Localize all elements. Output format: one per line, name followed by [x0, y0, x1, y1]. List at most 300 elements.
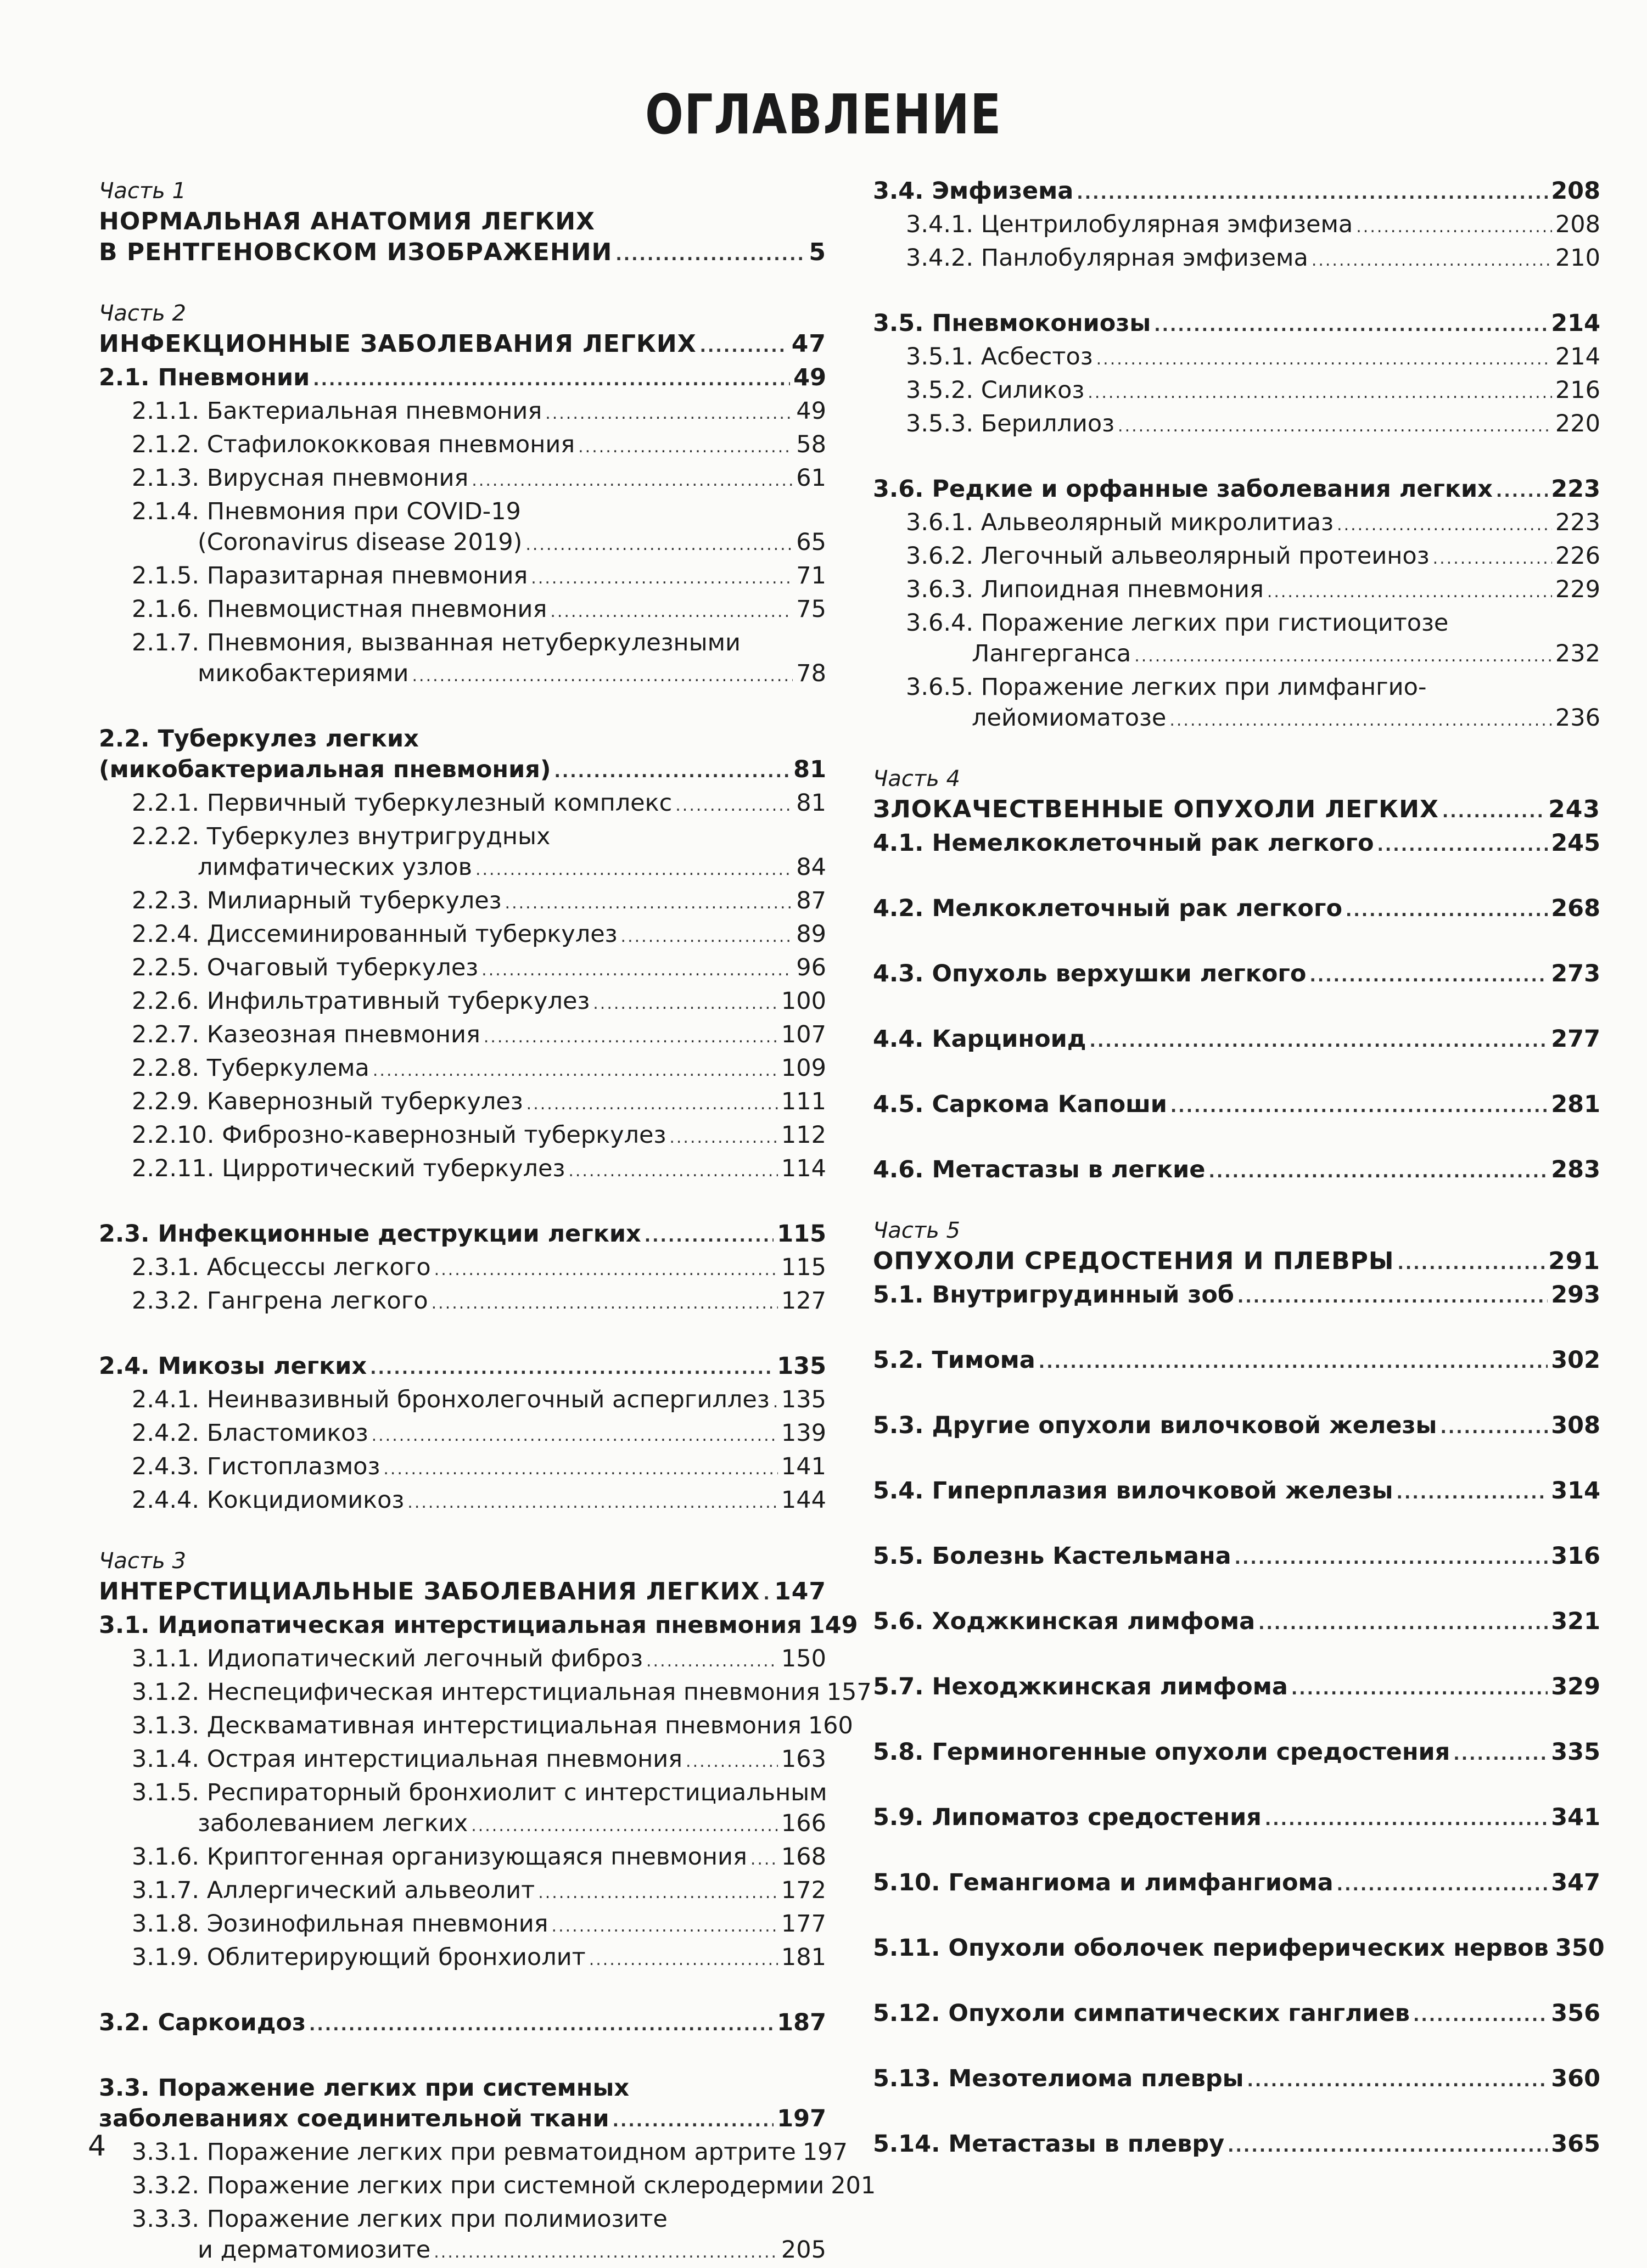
dot-leader [1433, 543, 1552, 574]
dot-leader [1377, 830, 1548, 861]
entry-title: (Coronavirus disease 2019) [198, 529, 523, 556]
dot-leader [1077, 178, 1548, 209]
toc-section-entry[interactable] [873, 1933, 1605, 1966]
entry-page-number: 229 [1555, 576, 1600, 603]
dot-leader [1442, 797, 1545, 828]
part-label: Часть 5 [873, 1218, 960, 1243]
toc-subsection-entry[interactable] [99, 1384, 826, 1418]
entry-title: 2.2.7. Казеозная пневмония [132, 1021, 480, 1048]
entry-title: 3.3. Поражение легких при системных [99, 2074, 630, 2102]
toc-subsection-entry[interactable] [873, 375, 1600, 408]
entry-page-number: 157 [826, 1678, 872, 1706]
entry-title: ОПУХОЛИ СРЕДОСТЕНИЯ И ПЛЕВРЫ [873, 1247, 1394, 1275]
entry-page-number: 232 [1555, 640, 1600, 667]
dot-leader [1118, 411, 1552, 442]
toc-section-entry[interactable] [873, 1475, 1600, 1509]
entry-title: 3.4.2. Панлобулярная эмфизема [906, 244, 1308, 272]
entry-page-number: 197 [777, 2105, 826, 2132]
toc-section-entry[interactable] [873, 1802, 1600, 1835]
entry-title: 3.3.2. Поражение легких при системной склеродермии [132, 2172, 825, 2199]
entry-page-number: 321 [1551, 1608, 1600, 1635]
entry-page-number: 172 [781, 1877, 826, 1904]
entry-page-number: 283 [1551, 1156, 1600, 1183]
toc-subsection-entry[interactable] [99, 1777, 826, 1842]
toc-subsection-entry[interactable] [873, 507, 1600, 541]
dot-leader [484, 1022, 778, 1053]
entry-page-number: 141 [781, 1453, 826, 1480]
toc-subsection-entry[interactable] [99, 1120, 826, 1153]
entry-title: 2.4.2. Бластомикоз [132, 1419, 368, 1447]
toc-subsection-entry[interactable] [99, 1252, 826, 1285]
toc-section-entry[interactable] [99, 2073, 826, 2137]
toc-part-entry[interactable] [99, 329, 826, 362]
entry-title: 3.1.3. Десквамативная интерстициальная пневмония [132, 1712, 802, 1739]
toc-subsection-entry[interactable] [99, 396, 826, 429]
toc-subsection-entry[interactable] [99, 952, 826, 986]
dot-leader [372, 1421, 778, 1451]
entry-title: 5.10. Гемангиома и лимфангиома [873, 1869, 1334, 1896]
dot-leader [568, 1156, 778, 1187]
toc-section-entry[interactable] [99, 723, 826, 788]
entry-page-number: 166 [781, 1810, 826, 1837]
toc-subsection-entry[interactable] [99, 1677, 872, 1710]
entry-page-number: 335 [1551, 1738, 1600, 1766]
toc-subsection-entry[interactable] [99, 429, 826, 463]
dot-leader [1258, 1609, 1548, 1640]
dot-leader [434, 2237, 778, 2268]
entry-title: 4.5. Саркома Капоши [873, 1091, 1167, 1118]
entry-page-number: 356 [1551, 2000, 1600, 2027]
toc-subsection-entry[interactable] [99, 821, 826, 885]
page-number: 4 [88, 2130, 107, 2163]
dot-leader [505, 888, 793, 919]
entry-title: 2.4.3. Гистоплазмоз [132, 1453, 380, 1480]
entry-title: 2.2.5. Очаговый туберкулез [132, 954, 479, 981]
dot-leader [525, 530, 793, 560]
entry-title: 3.5. Пневмокониозы [873, 310, 1151, 337]
toc-subsection-entry[interactable] [99, 1019, 826, 1053]
toc-subsection-entry[interactable] [99, 1418, 826, 1451]
toc-subsection-entry[interactable] [99, 1086, 826, 1120]
entry-title: 2.1.7. Пневмония, вызванная нетуберкулезными [132, 629, 741, 656]
dot-leader [615, 240, 805, 271]
entry-page-number: 139 [781, 1419, 826, 1447]
dot-leader [1312, 245, 1552, 276]
toc-section-entry[interactable] [99, 2007, 826, 2041]
entry-title: 3.1.9. Облитерирующий бронхиолит [132, 1944, 586, 1971]
entry-page-number: 81 [793, 756, 826, 783]
dot-leader [1496, 476, 1548, 507]
toc-section-entry[interactable] [873, 1671, 1600, 1705]
entry-page-number: 96 [796, 954, 826, 981]
entry-title: 3.6.1. Альвеолярный микролитиаз [906, 509, 1334, 536]
entry-title: 2.1.2. Стафилококковая пневмония [132, 431, 575, 458]
toc-section-entry[interactable] [873, 474, 1600, 507]
dot-leader [1134, 641, 1552, 672]
entry-title: 3.3.1. Поражение легких при ревматоидном артрите [132, 2138, 796, 2166]
entry-page-number: 89 [796, 920, 826, 948]
entry-page-number: 163 [781, 1745, 826, 1773]
dot-leader [1169, 705, 1552, 736]
toc-section-entry[interactable] [873, 958, 1600, 992]
entry-page-number: 205 [781, 2236, 826, 2264]
dot-leader [1453, 1739, 1548, 1770]
toc-subsection-entry[interactable] [873, 341, 1600, 375]
dot-leader [675, 790, 793, 821]
entry-page-number: 115 [777, 1220, 826, 1248]
toc-subsection-entry[interactable] [873, 209, 1600, 243]
entry-page-number: 71 [796, 562, 826, 590]
entry-page-number: 78 [796, 660, 826, 687]
toc-part-entry[interactable] [873, 794, 1600, 828]
dot-leader [1237, 1282, 1548, 1313]
entry-title: 5.3. Другие опухоли вилочковой железы [873, 1412, 1437, 1439]
entry-title: 2.4.4. Кокцидиомикоз [132, 1486, 405, 1514]
entry-page-number: 197 [802, 2138, 848, 2166]
entry-title: 2.1.4. Пневмония при COVID-19 [132, 498, 521, 525]
entry-title: 2.4. Микозы легких [99, 1352, 367, 1380]
entry-page-number: 243 [1548, 795, 1600, 823]
entry-page-number: 109 [781, 1054, 826, 1082]
toc-part-entry[interactable] [99, 1576, 826, 1610]
dot-leader [531, 563, 793, 594]
entry-title: 2.2.6. Инфильтративный туберкулез [132, 987, 590, 1015]
toc-subsection-entry[interactable] [873, 672, 1600, 736]
toc-subsection-entry[interactable] [99, 1744, 826, 1777]
entry-page-number: 214 [1555, 343, 1600, 370]
entry-page-number: 365 [1551, 2130, 1600, 2158]
toc-section-entry[interactable] [873, 2063, 1600, 2097]
entry-page-number: 81 [796, 789, 826, 817]
entry-page-number: 210 [1555, 244, 1600, 272]
entry-title: 3.2. Саркоидоз [99, 2009, 306, 2036]
entry-title: 2.3.1. Абсцессы легкого [132, 1254, 431, 1281]
entry-title: 5.11. Опухоли оболочек периферических нервов [873, 1934, 1549, 1962]
entry-title: 2.2.9. Кавернозный туберкулез [132, 1088, 523, 1115]
entry-title: ИНФЕКЦИОННЫЕ ЗАБОЛЕВАНИЯ ЛЕГКИХ [99, 330, 697, 358]
entry-title: 2.3.2. Гангрена легкого [132, 1287, 428, 1315]
entry-title: 5.6. Ходжкинская лимфома [873, 1608, 1256, 1635]
toc-subsection-entry[interactable] [873, 541, 1600, 574]
entry-title: 5.13. Мезотелиома плевры [873, 2065, 1244, 2092]
dot-leader [1154, 311, 1548, 341]
entry-page-number: 341 [1551, 1804, 1600, 1831]
toc-subsection-entry[interactable] [99, 1285, 826, 1319]
entry-page-number: 127 [781, 1287, 826, 1315]
dot-leader [475, 855, 793, 885]
toc-subsection-entry[interactable] [99, 1485, 826, 1518]
entry-page-number: 87 [796, 887, 826, 914]
entry-title: 2.1. Пневмонии [99, 364, 310, 391]
dot-leader [471, 1811, 778, 1842]
toc-subsection-entry[interactable] [873, 574, 1600, 608]
entry-title: ЗЛОКАЧЕСТВЕННЫЕ ОПУХОЛИ ЛЕГКИХ [873, 795, 1439, 823]
toc-subsection-entry[interactable] [99, 885, 826, 919]
entry-page-number: 347 [1551, 1869, 1600, 1896]
dot-leader [1267, 577, 1552, 608]
entry-title: 5.9. Липоматоз средостения [873, 1804, 1262, 1831]
toc-section-entry[interactable] [873, 308, 1600, 341]
entry-page-number: 208 [1551, 177, 1600, 205]
dot-leader [412, 661, 793, 692]
toc-section-entry[interactable] [873, 893, 1600, 927]
entry-title: Лангерганса [972, 640, 1131, 667]
entry-page-number: 181 [781, 1944, 826, 1971]
entry-title: 3.6. Редкие и орфанные заболевания легких [873, 475, 1493, 503]
entry-title: 3.1.1. Идиопатический легочный фиброз [132, 1645, 643, 1672]
entry-page-number: 58 [796, 431, 826, 458]
entry-title: 3.1.4. Острая интерстициальная пневмония [132, 1745, 683, 1773]
entry-page-number: 149 [808, 1612, 858, 1639]
entry-page-number: 5 [809, 238, 826, 266]
entry-title: 2.2.4. Диссеминированный туберкулез [132, 920, 618, 948]
entry-page-number: 100 [781, 987, 826, 1015]
toc-section-entry[interactable] [873, 1279, 1600, 1313]
dot-leader [1356, 212, 1552, 243]
entry-page-number: 208 [1555, 211, 1600, 238]
toc-subsection-entry[interactable] [873, 408, 1600, 442]
entry-title: 5.1. Внутригрудинный зоб [873, 1281, 1234, 1309]
entry-title: 2.3. Инфекционные деструкции легких [99, 1220, 641, 1248]
toc-subsection-entry[interactable] [99, 788, 826, 821]
part-label: Часть 2 [99, 301, 186, 326]
dot-leader [538, 1878, 778, 1908]
entry-page-number: 277 [1551, 1025, 1600, 1053]
toc-part-entry[interactable] [99, 206, 826, 271]
entry-title: 5.12. Опухоли симпатических ганглиев [873, 2000, 1410, 2027]
entry-page-number: 111 [781, 1088, 826, 1115]
entry-title: 2.2.3. Милиарный туберкулез [132, 887, 502, 914]
entry-title: 2.2. Туберкулез легких [99, 725, 419, 753]
entry-page-number: 114 [781, 1155, 826, 1182]
entry-page-number: 47 [791, 330, 826, 358]
toc-section-entry[interactable] [873, 1867, 1600, 1901]
entry-page-number: 107 [781, 1021, 826, 1048]
entry-title: 3.3.3. Поражение легких при полимиозите [132, 2205, 668, 2233]
entry-title: 4.1. Немелкоклеточный рак легкого [873, 829, 1374, 857]
toc-subsection-entry[interactable] [99, 1942, 826, 1975]
toc-subsection-entry[interactable] [99, 1710, 853, 1744]
entry-title: 3.1.5. Респираторный бронхиолит с интерстициальным [132, 1779, 827, 1806]
toc-section-entry[interactable] [873, 1737, 1600, 1770]
entry-title: заболеванием легких [198, 1810, 468, 1837]
entry-page-number: 112 [781, 1121, 826, 1149]
entry-title: микобактериями [198, 660, 409, 687]
dot-leader [1398, 1249, 1545, 1279]
toc-column-left [99, 176, 876, 2268]
toc-subsection-entry[interactable] [99, 1153, 826, 1187]
entry-title: 2.2.11. Цирротический туберкулез [132, 1155, 565, 1182]
toc-section-entry[interactable] [873, 1606, 1600, 1640]
dot-leader [1090, 1026, 1548, 1057]
dot-leader [1170, 1092, 1548, 1122]
entry-page-number: 360 [1551, 2065, 1600, 2092]
entry-page-number: 150 [781, 1645, 826, 1672]
toc-subsection-entry[interactable] [99, 986, 826, 1019]
toc-subsection-entry[interactable] [99, 463, 826, 496]
toc-section-entry[interactable] [99, 1351, 826, 1384]
entry-title: лимфатических узлов [198, 854, 472, 881]
entry-title: 5.14. Метастазы в плевру [873, 2130, 1225, 2158]
entry-title: и дерматомиозите [198, 2236, 431, 2264]
entry-title: 5.4. Гиперплазия вилочковой железы [873, 1477, 1393, 1504]
toc-subsection-entry[interactable] [99, 496, 826, 560]
toc-subsection-entry[interactable] [99, 627, 826, 692]
dot-leader [686, 1747, 778, 1777]
part-label: Часть 3 [99, 1548, 186, 1574]
toc-subsection-entry[interactable] [99, 1451, 826, 1485]
entry-page-number: 65 [796, 529, 826, 556]
entry-page-number: 135 [781, 1386, 826, 1413]
toc-section-entry[interactable] [873, 1089, 1600, 1122]
dot-leader [526, 1089, 778, 1120]
entry-page-number: 147 [774, 1578, 826, 1605]
dot-leader [1309, 961, 1548, 992]
toc-subsection-entry[interactable] [99, 2170, 876, 2204]
toc-section-entry[interactable] [873, 1998, 1600, 2031]
dot-leader [1291, 1674, 1548, 1705]
dot-leader [1265, 1805, 1548, 1835]
dot-leader [545, 398, 793, 429]
entry-title: 3.5.1. Асбестоз [906, 343, 1093, 370]
entry-title: 2.2.2. Туберкулез внутригрудных [132, 823, 551, 850]
dot-leader [1039, 1348, 1548, 1378]
entry-page-number: 291 [1548, 1247, 1600, 1275]
toc-section-entry[interactable] [99, 1610, 858, 1643]
entry-title: лейомиоматозе [972, 704, 1167, 732]
dot-leader [434, 1255, 778, 1285]
dot-leader [373, 1056, 778, 1086]
entry-title: 5.8. Герминогенные опухоли средостения [873, 1738, 1450, 1766]
entry-title: 3.1. Идиопатическая интерстициальная пневмония [99, 1612, 802, 1639]
entry-page-number: 223 [1551, 475, 1600, 503]
dot-leader [1208, 1157, 1548, 1188]
entry-title: 3.1.6. Криптогенная организующаяся пневмония [132, 1843, 747, 1871]
entry-title: 3.4. Эмфизема [873, 177, 1074, 205]
toc-subsection-entry[interactable] [99, 594, 826, 627]
entry-page-number: 168 [781, 1843, 826, 1871]
toc-subsection-entry[interactable] [99, 1842, 826, 1875]
dot-leader [1228, 2131, 1548, 2162]
entry-title: 3.4.1. Центрилобулярная эмфизема [906, 211, 1353, 238]
part-label: Часть 1 [99, 178, 186, 204]
entry-title: 2.1.3. Вирусная пневмония [132, 464, 469, 492]
entry-page-number: 314 [1551, 1477, 1600, 1504]
toc-subsection-entry[interactable] [99, 1643, 826, 1677]
dot-leader [1096, 344, 1552, 375]
entry-title: 3.6.3. Липоидная пневмония [906, 576, 1264, 603]
toc-part-entry[interactable] [873, 1246, 1600, 1279]
toc-subsection-entry[interactable] [99, 1908, 826, 1942]
toc-section-entry[interactable] [99, 362, 826, 396]
toc-subsection-entry[interactable] [873, 608, 1600, 672]
entry-title: 5.5. Болезнь Кастельмана [873, 1542, 1231, 1570]
toc-section-entry[interactable] [873, 1345, 1600, 1378]
dot-leader [554, 757, 790, 788]
dot-leader [1337, 1870, 1548, 1901]
entry-page-number: 61 [796, 464, 826, 492]
entry-title: 4.3. Опухоль верхушки легкого [873, 960, 1307, 987]
dot-leader [1346, 896, 1548, 927]
toc-subsection-entry[interactable] [99, 2204, 826, 2268]
entry-page-number: 226 [1555, 542, 1600, 570]
entry-title: 3.5.3. Бериллиоз [906, 410, 1115, 437]
entry-page-number: 316 [1551, 1542, 1600, 1570]
entry-title: 3.6.2. Легочный альвеолярный протеиноз [906, 542, 1430, 570]
entry-title: ИНТЕРСТИЦИАЛЬНЫЕ ЗАБОЛЕВАНИЯ ЛЕГКИХ [99, 1578, 760, 1605]
toc-section-entry[interactable] [873, 1541, 1600, 1574]
dot-leader [645, 1221, 774, 1252]
dot-leader [552, 1911, 778, 1942]
entry-title: заболеваниях соединительной ткани [99, 2105, 609, 2132]
toc-subsection-entry[interactable] [99, 1053, 826, 1086]
dot-leader [1247, 2066, 1548, 2097]
dot-leader [383, 1454, 778, 1485]
toc-section-entry[interactable] [873, 1024, 1600, 1057]
entry-title: 2.4.1. Неинвазивный бронхолегочный аспергиллез [132, 1386, 770, 1413]
entry-title: (микобактериальная пневмония) [99, 756, 551, 783]
entry-title: 5.2. Тимома [873, 1346, 1035, 1374]
entry-page-number: 49 [793, 364, 826, 391]
entry-title: 3.6.4. Поражение легких при гистиоцитозе [906, 609, 1449, 637]
entry-title: 4.4. Карциноид [873, 1025, 1086, 1053]
toc-subsection-entry[interactable] [99, 560, 826, 594]
entry-page-number: 236 [1555, 704, 1600, 732]
dot-leader [550, 597, 793, 627]
dot-leader [370, 1354, 774, 1384]
dot-leader [669, 1122, 778, 1153]
dot-leader [313, 365, 790, 396]
toc-section-entry[interactable] [99, 1219, 826, 1252]
entry-page-number: 329 [1551, 1673, 1600, 1700]
toc-section-entry[interactable] [873, 2129, 1600, 2162]
dot-leader [407, 1487, 778, 1518]
entry-title: 3.1.7. Аллергический альвеолит [132, 1877, 535, 1904]
dot-leader [773, 1387, 778, 1418]
entry-page-number: 177 [781, 1910, 826, 1938]
entry-page-number: 223 [1555, 509, 1600, 536]
entry-page-number: 268 [1551, 895, 1600, 922]
entry-title: 3.1.2. Неспецифическая интерстициальная пневмония [132, 1678, 820, 1706]
entry-page-number: 273 [1551, 960, 1600, 987]
entry-page-number: 160 [808, 1712, 853, 1739]
dot-leader [1413, 2001, 1548, 2031]
entry-page-number: 84 [796, 854, 826, 881]
entry-title: 4.2. Мелкоклеточный рак легкого [873, 895, 1342, 922]
entry-page-number: 187 [777, 2009, 826, 2036]
toc-section-entry[interactable] [873, 828, 1600, 861]
dot-leader [593, 989, 778, 1019]
entry-page-number: 49 [796, 397, 826, 425]
toc-subsection-entry[interactable] [873, 243, 1600, 276]
toc-section-entry[interactable] [873, 1154, 1600, 1188]
dot-leader [621, 922, 793, 952]
toc-section-entry[interactable] [873, 1410, 1600, 1444]
entry-page-number: 144 [781, 1486, 826, 1514]
dot-leader [589, 1945, 778, 1975]
entry-page-number: 245 [1551, 829, 1600, 857]
entry-title: 2.1.1. Бактериальная пневмония [132, 397, 542, 425]
toc-subsection-entry[interactable] [99, 919, 826, 952]
dot-leader [309, 2010, 774, 2041]
toc-section-entry[interactable] [873, 176, 1600, 209]
entry-title: НОРМАЛЬНАЯ АНАТОМИЯ ЛЕГКИХ [99, 207, 595, 235]
dot-leader [1235, 1543, 1548, 1574]
toc-column-right [873, 176, 1605, 2162]
toc-subsection-entry[interactable] [99, 1875, 826, 1908]
toc-subsection-entry[interactable] [99, 2137, 848, 2170]
entry-page-number: 308 [1551, 1412, 1600, 1439]
